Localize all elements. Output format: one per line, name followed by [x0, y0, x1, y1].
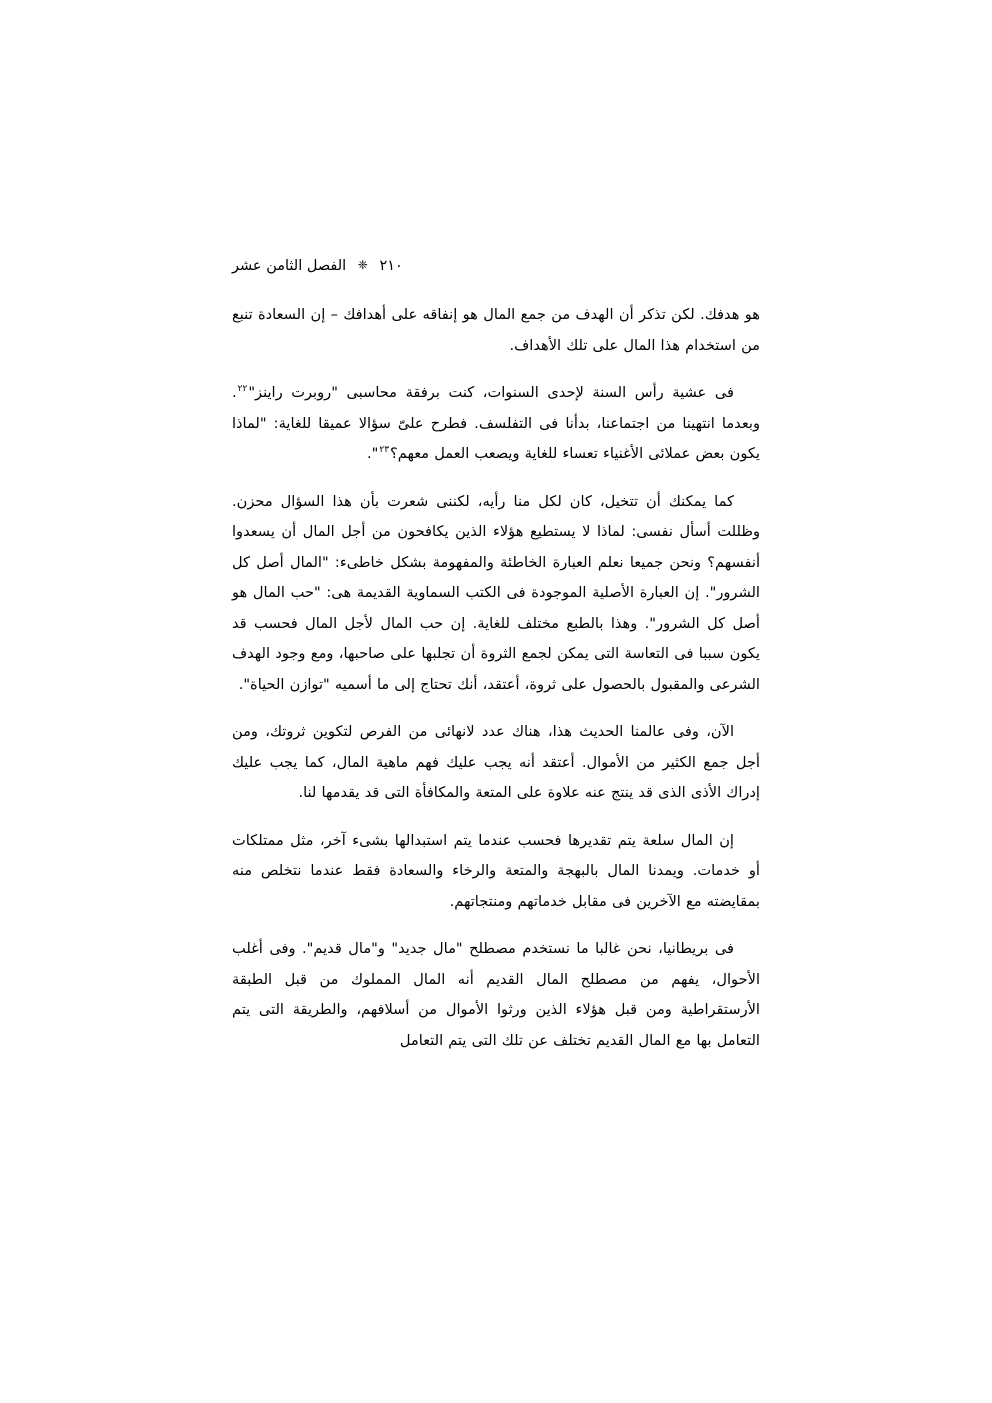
- paragraph-2-segment-2: . وبعدما انتهينا من اجتماعنا، بدأنا فى التفلسف. فطرح علىّ سؤالا عميقا للغاية: "لماذا يكون بعض عملائى الأغنياء تعساء للغاية ويصعب العمل معهم؟: [232, 384, 760, 462]
- paragraph-5: إن المال سلعة يتم تقديرها فحسب عندما يتم استبدالها بشىء آخر، مثل ممتلكات أو خدمات. ويمدنا المال بالبهجة والمتعة والرخاء والسعادة فقط عندما نتخلص منه بمقايضته مع الآخرين فى مقابل خدماتهم ومنتجاتهم.: [232, 831, 760, 910]
- paragraph-3: كما يمكنك أن تتخيل، كان لكل منا رأيه، لكننى شعرت بأن هذا السؤال محزن. وظللت أسأل نفسى: لماذا لا يستطيع هؤلاء الذين يكافحون من أجل المال أن يسعدوا أنفسهم؟ ونحن جميعا نعلم العبارة الخاطئة والمفهومة بشكل خاطىء: "المال أصل كل الشرور". إن العبارة الأصلية الموجودة فى الكتب السماوية القديمة هى: "حب المال هو أصل كل الشرور". وهذا بالطبع مختلف للغاية. إن حب المال لأجل المال فحسب قد يكون سببا فى التعاسة التى يمكن لجمع الثروة أن تجلبها على صاحبها، ومع وجود الهدف الشرعى والمقبول بالحصول على ثروة، أعتقد، أنك تحتاج إلى ما أسميه "توازن الحياة".: [232, 492, 760, 693]
- footnote-marker-22: ٢٢: [237, 384, 248, 395]
- paragraph-2: [232, 378, 760, 470]
- ornament-icon: ❈: [357, 258, 368, 272]
- paragraph-2-segment-3: ".: [367, 445, 379, 462]
- footnote-marker-23: ٢٣: [379, 445, 390, 456]
- paragraph-6: فى بريطانيا، نحن غالبا ما نستخدم مصطلح "مال جديد" و"مال قديم". وفى أغلب الأحوال، يفهم من مصطلح المال القديم أنه المال المملوك من قبل الطبقة الأرستقراطية ومن قبل هؤلاء الذين ورثوا الأموال من أسلافهم، والطريقة التى يتم التعامل بها مع المال القديم تختلف عن تلك التى يتم التعامل: [232, 940, 760, 1049]
- body-text-block: [232, 300, 760, 1056]
- page-number: ٢١٠: [379, 258, 403, 274]
- running-head-inner: [232, 258, 403, 275]
- paragraph-2-segment-1: فى عشية رأس السنة لإحدى السنوات، كنت برفقة محاسبى "روبرت راينز": [248, 384, 734, 401]
- paragraph-4: الآن، وفى عالمنا الحديث هذا، هناك عدد لانهائى من الفرص لتكوين ثروتك، ومن أجل جمع الكثير من الأموال. أعتقد أنه يجب عليك فهم ماهية المال، كما يجب عليك إدراك الأذى الذى قد ينتج عنه علاوة على المتعة والمكافأة التى قد يقدمها لنا.: [232, 723, 760, 801]
- running-head: [232, 258, 760, 275]
- chapter-title: الفصل الثامن عشر: [232, 258, 347, 274]
- paragraph-1: هو هدفك. لكن تذكر أن الهدف من جمع المال هو إنفاقه على أهدافك – إن السعادة تنبع من استخدام هذا المال على تلك الأهداف.: [232, 306, 760, 354]
